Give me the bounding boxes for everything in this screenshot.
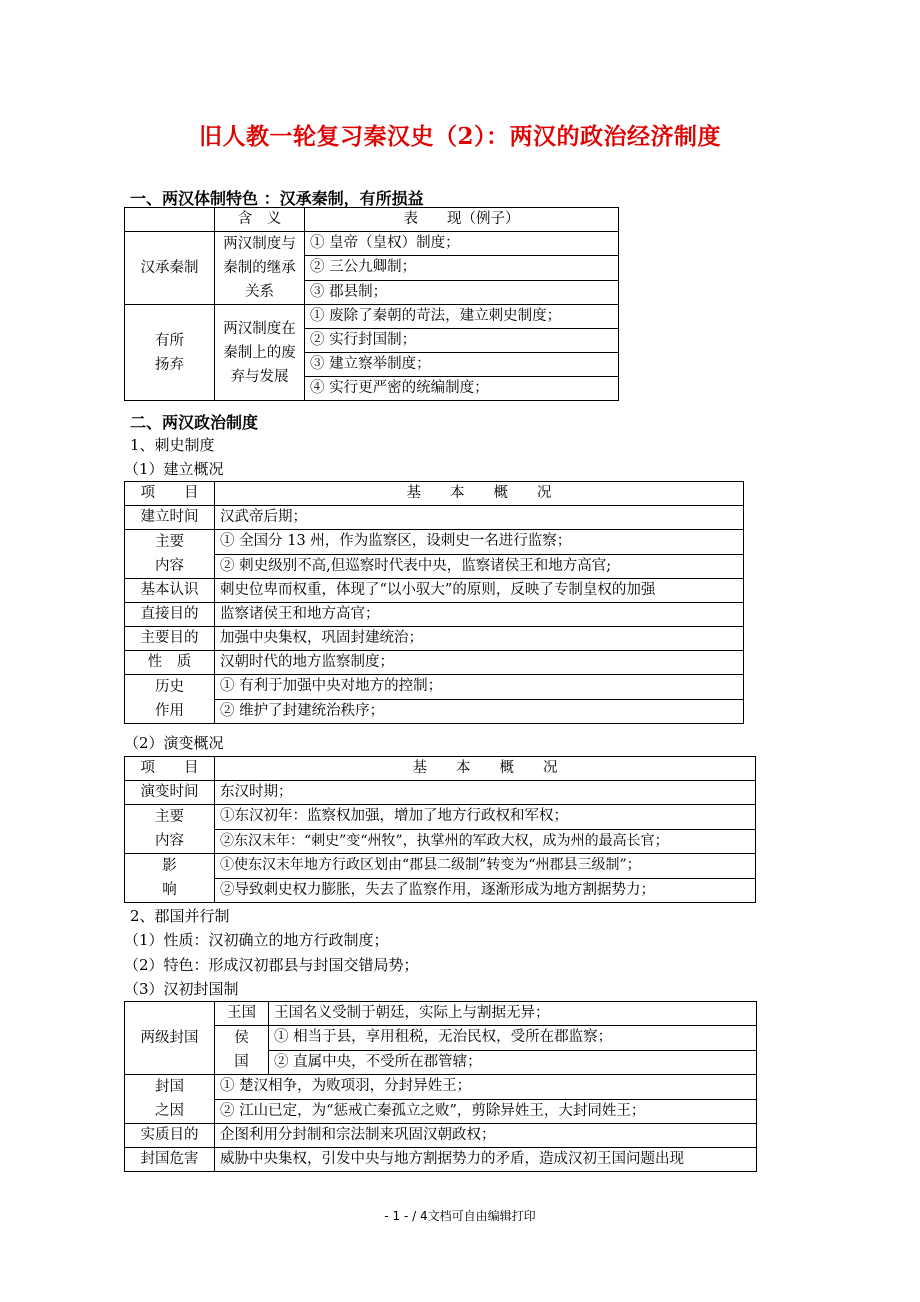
row-label: 封国危害 <box>125 1148 215 1172</box>
row-value: ① 全国分 13 州，作为监察区，设刺史一名进行监察； <box>215 530 744 555</box>
row-value: ① 相当于县，享用租税，无治民权，受所在郡监察； <box>269 1026 757 1051</box>
row-label: 主要目的 <box>125 627 215 651</box>
row-value: ① 楚汉相争，为败项羽，分封异姓王； <box>215 1075 757 1100</box>
row-label: 历史作用 <box>125 675 215 724</box>
junguo-nature: （1）性质：汉初确立的地方行政制度； <box>124 931 389 949</box>
row-value: 企图利用分封制和宗法制来巩固汉朝政权； <box>215 1124 757 1148</box>
section1-heading: 一、两汉体制特色 ：汉承秦制，有所损益 <box>130 189 424 208</box>
row-label: 直接目的 <box>125 603 215 627</box>
category-inherit: 汉承秦制 <box>125 232 215 305</box>
sub-label-houguo: 侯国 <box>215 1026 269 1075</box>
row-value: ②东汉末年：“刺史”变“州牧”，执掌州的军政大权，成为州的最高长官； <box>215 829 756 854</box>
row-label: 影响 <box>125 854 215 903</box>
header-meaning: 含 义 <box>215 208 305 232</box>
row-value: 威胁中央集权，引发中央与地方割据势力的矛盾，造成汉初王国问题出现 <box>215 1148 757 1172</box>
page-title: 旧人教一轮复习秦汉史（2）：两汉的政治经济制度 <box>198 123 721 150</box>
example-item: ④ 实行更严密的统编制度； <box>305 377 619 401</box>
row-label: 封国之因 <box>125 1075 215 1124</box>
row-label: 基本认识 <box>125 579 215 603</box>
header-item: 项 目 <box>125 757 215 781</box>
subheading-cishi: 1、刺史制度 <box>130 436 215 454</box>
category-develop: 有所扬弃 <box>125 305 215 401</box>
row-value: ② 直属中央，不受所在郡管辖； <box>269 1050 757 1075</box>
sub-label-wangguo: 王国 <box>215 1002 269 1026</box>
example-item: ③ 建立察举制度； <box>305 353 619 377</box>
row-value: 汉武帝后期； <box>215 506 744 530</box>
header-content: 基 本 概 况 <box>215 757 756 781</box>
row-label: 主要内容 <box>125 530 215 579</box>
example-item: ① 废除了秦朝的苛法，建立刺史制度； <box>305 305 619 329</box>
meaning-inherit: 两汉制度与秦制的继承关系 <box>215 232 305 305</box>
row-value: 刺史位卑而权重，体现了“以小驭大”的原则，反映了专制皇权的加强 <box>215 579 744 603</box>
row-value: 王国名义受制于朝廷，实际上与割据无异； <box>269 1002 757 1026</box>
example-item: ② 实行封国制； <box>305 329 619 353</box>
section2-heading: 二、两汉政治制度 <box>130 413 259 432</box>
row-label: 性 质 <box>125 651 215 675</box>
row-value: ② 江山已定，为“惩戒亡秦孤立之败”，剪除异姓王，大封同姓王； <box>215 1099 757 1124</box>
row-value: 加强中央集权，巩固封建统治； <box>215 627 744 651</box>
establish-table <box>124 481 744 724</box>
row-value: ② 刺史级别不高,但巡察时代表中央，监察诸侯王和地方高官; <box>215 554 744 579</box>
header-examples: 表 现（例子） <box>305 208 619 232</box>
example-item: ② 三公九卿制； <box>305 256 619 280</box>
row-value: 监察诸侯王和地方高官； <box>215 603 744 627</box>
row-value: ② 维护了封建统治秩序； <box>215 699 744 724</box>
subheading-establish: （1）建立概况 <box>124 460 224 478</box>
row-value: ① 有利于加强中央对地方的控制； <box>215 675 744 700</box>
row-label: 演变时间 <box>125 781 215 805</box>
subheading-evolution: （2）演变概况 <box>124 734 224 752</box>
row-label: 实质目的 <box>125 1124 215 1148</box>
row-value: ①东汉初年：监察权加强，增加了地方行政权和军权； <box>215 805 756 830</box>
row-value: 东汉时期； <box>215 781 756 805</box>
page-footer: - 1 - / 4文档可自由编辑打印 <box>384 1209 536 1223</box>
system-features-table <box>124 207 619 401</box>
header-item: 项 目 <box>125 482 215 506</box>
row-value: 汉朝时代的地方监察制度； <box>215 651 744 675</box>
row-value: ②导致刺史权力膨胀，失去了监察作用，逐渐形成为地方割据势力； <box>215 878 756 903</box>
row-value: ①使东汉末年地方行政区划由“郡县二级制”转变为“州郡县三级制”； <box>215 854 756 879</box>
fengguo-table <box>124 1001 757 1172</box>
junguo-feature: （2）特色：形成汉初郡县与封国交错局势； <box>124 956 419 974</box>
row-label: 主要内容 <box>125 805 215 854</box>
example-item: ③ 郡县制； <box>305 280 619 304</box>
subheading-fengguo: （3）汉初封国制 <box>124 980 239 998</box>
evolution-table <box>124 756 756 903</box>
header-content: 基 本 概 况 <box>215 482 744 506</box>
row-label: 建立时间 <box>125 506 215 530</box>
meaning-develop: 两汉制度在秦制上的废弃与发展 <box>215 305 305 401</box>
subheading-junguo: 2、郡国并行制 <box>130 907 230 925</box>
example-item: ① 皇帝（皇权）制度； <box>305 232 619 256</box>
row-label: 两级封国 <box>125 1002 215 1075</box>
